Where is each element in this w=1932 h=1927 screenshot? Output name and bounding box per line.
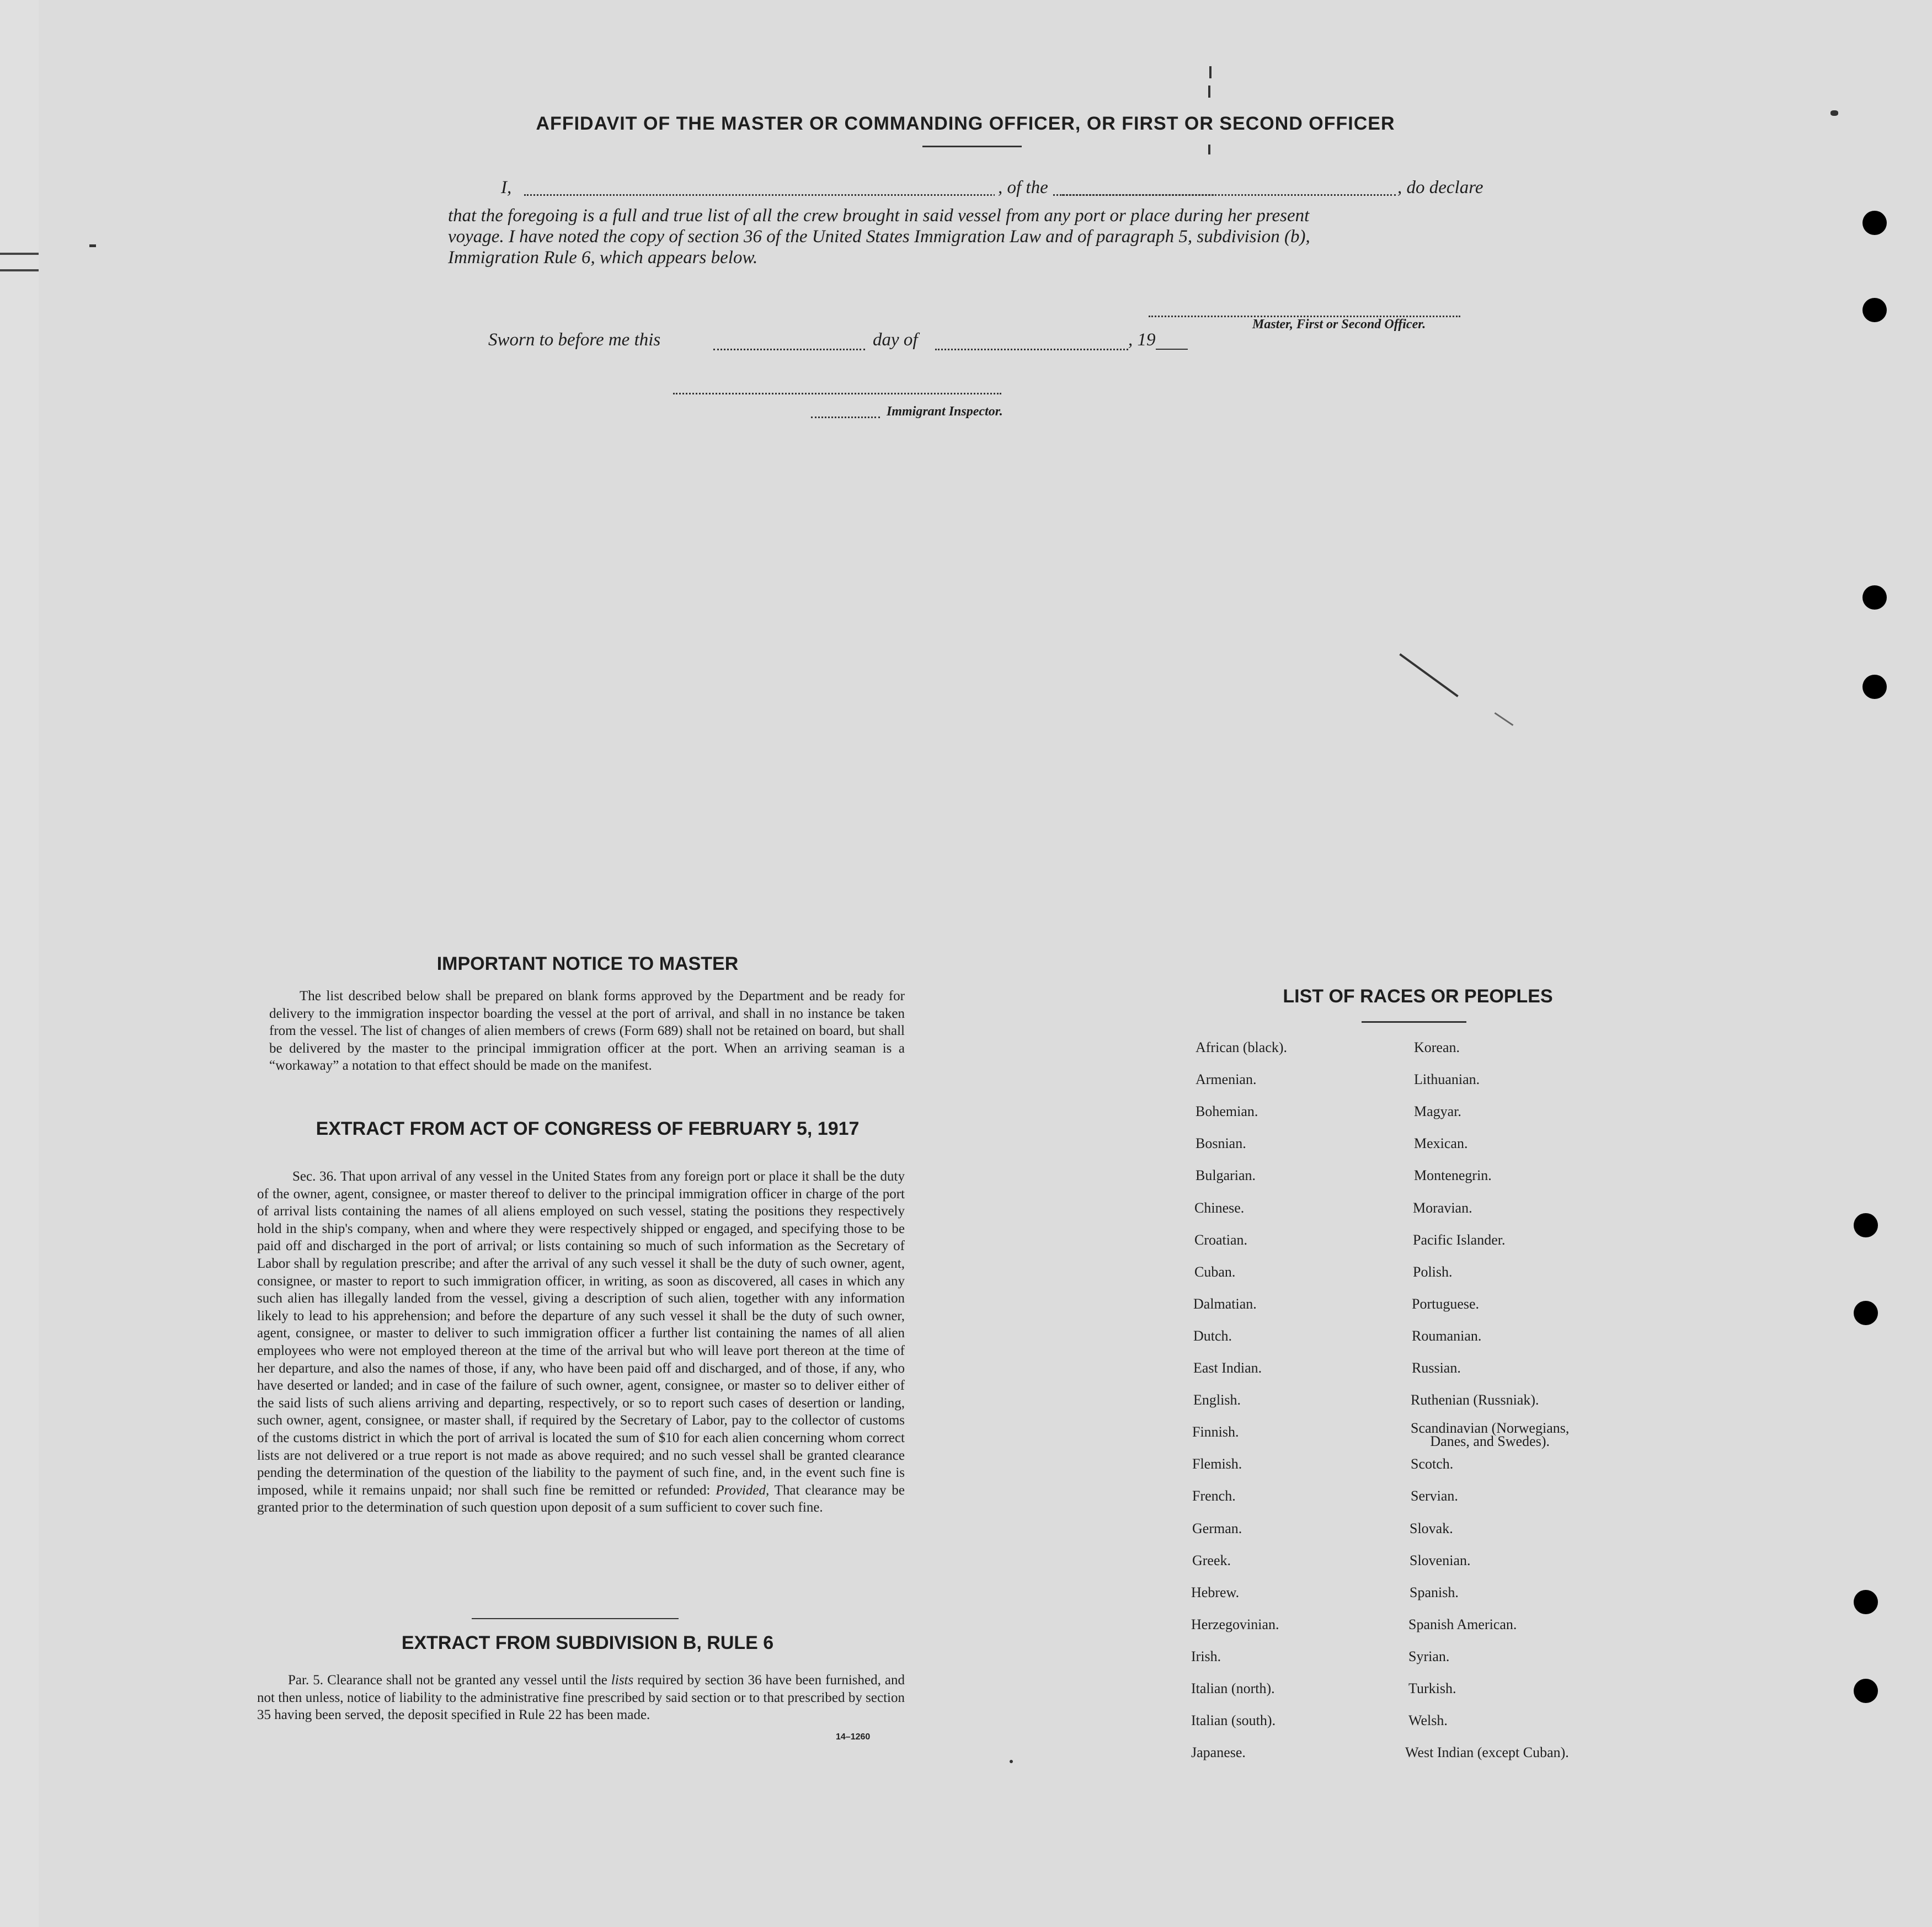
- binder-hole: [1854, 1301, 1878, 1325]
- signature-label: Master, First or Second Officer.: [1252, 317, 1426, 332]
- scan-mark: [1830, 110, 1838, 116]
- race-item: Russian.: [1412, 1360, 1461, 1376]
- race-item: Dalmatian.: [1193, 1296, 1257, 1312]
- year-blank[interactable]: [1156, 349, 1188, 350]
- race-item: East Indian.: [1193, 1360, 1262, 1376]
- race-item: Herzegovinian.: [1191, 1616, 1279, 1632]
- binder-hole: [1854, 1679, 1878, 1703]
- left-margin-edge: [0, 0, 40, 1927]
- race-item: Finnish.: [1192, 1424, 1239, 1440]
- race-item: Lithuanian.: [1414, 1071, 1480, 1087]
- affidavit-declaration-line: [441, 178, 1501, 203]
- races-rule: [1362, 1021, 1466, 1023]
- race-item: English.: [1193, 1392, 1241, 1408]
- race-item: Bulgarian.: [1196, 1167, 1256, 1183]
- race-item: Servian.: [1411, 1488, 1458, 1504]
- race-item: Polish.: [1413, 1264, 1453, 1280]
- margin-line: [0, 253, 39, 255]
- margin-line: [0, 269, 39, 271]
- race-item: Bosnian.: [1196, 1135, 1246, 1151]
- do-declare-label: , do declare: [1397, 178, 1483, 197]
- race-item: Welsh.: [1408, 1712, 1448, 1728]
- scan-mark: [89, 244, 96, 247]
- race-item: Italian (north).: [1191, 1680, 1275, 1696]
- of-the-label: , of the: [995, 178, 1052, 198]
- race-item: Magyar.: [1414, 1103, 1461, 1119]
- scan-mark: [1208, 86, 1210, 98]
- scan-mark: [1010, 1760, 1013, 1763]
- race-item: Scandinavian (Norwegians, Danes, and Swedes).: [1411, 1420, 1570, 1449]
- race-item: Turkish.: [1408, 1680, 1456, 1696]
- sworn-line: [488, 330, 1205, 355]
- race-item: Chinese.: [1194, 1200, 1245, 1216]
- extract-act-body: [257, 1168, 905, 1517]
- inspector-label: Immigrant Inspector.: [887, 404, 1003, 419]
- race-item: Spanish.: [1410, 1584, 1459, 1600]
- day-of-label: day of: [873, 330, 918, 350]
- race-item: Spanish American.: [1408, 1616, 1517, 1632]
- race-item: Flemish.: [1192, 1456, 1242, 1472]
- extract-act-text-1: That upon arrival of any vessel in the United States from any foreign port or place it shall be the duty of the owner, agent, consignee, or master thereof to deliver to the principal immigration officer in charge of the port of arrival lists containing the names of all aliens employed on such vessel, stating the positions they respectively hold in the ship's company, when and where they were respectively shipped or engaged, and specifying those to be paid off and discharged in the port of arrival; or lists containing so much of such information as the Secretary of Labor shall by regulation prescribe; and after the arrival of any such vessel it shall be the duty of such owner, agent, consignee, or master to report to such immigration officer, in writing, as soon as discovered, all cases in which any such alien has illegally landed from the vessel, giving a description of such alien, together with any information likely to lead to his apprehension; and before the departure of any such vessel it shall be the duty of such owner, agent, consignee, or master to deliver to such immigration officer a further list containing the names of all alien employees who were not employed thereon at the time of the arrival but who will leave port thereon at the time of her departure, and also the names of those, if any, who have been paid off and discharged, and of those, if any, who have deserted or landed; and in case of the failure of such owner, agent, consignee, or master so to deliver either of the said lists of such aliens arriving and departing, respectively, or so to report such cases of desertion or landing, such owner, agent, consignee, or master shall, if required by the Secretary of Labor, pay to the collector of customs of the customs district in which the port of arrival is located the sum of $10 for each alien concerning whom correct lists are not delivered or a true report is not made as above required; and no such vessel shall be granted clearance pending the determination of the question of the liability to the payment of such fine, and, in the event such fine is imposed, while it remains unpaid; nor shall such fine be remitted or refunded:: [257, 1169, 905, 1498]
- notice-body: The list described below shall be prepared on blank forms approved by the Department and be ready for delivery to the immigration inspector boarding the vessel at the port of arrival, and shall in no instance be taken from the vessel. The list of changes of alien members of crews (Form 689) shall not be retained on board, but shall be delivered by the master to the principal immigration officer at the port. When an arriving seaman is a “workaway” a notation to that effect should be made on the manifest.: [269, 989, 905, 1073]
- races-title: LIST OF RACES OR PEOPLES: [1283, 986, 1553, 1007]
- inspector-signature-line[interactable]: [673, 393, 1001, 394]
- notice-title: IMPORTANT NOTICE TO MASTER: [436, 953, 739, 974]
- provided-word: Provided,: [716, 1482, 770, 1498]
- race-item: Cuban.: [1194, 1264, 1236, 1280]
- binder-hole: [1862, 675, 1887, 699]
- scan-mark: [1208, 145, 1210, 154]
- sworn-month-blank[interactable]: [935, 349, 1128, 350]
- extract-rule-text-1: Par. 5. Clearance shall not be granted any vessel until the: [288, 1673, 607, 1688]
- race-item: Scotch.: [1411, 1456, 1454, 1472]
- race-item: Dutch.: [1193, 1328, 1232, 1344]
- race-item: Korean.: [1414, 1039, 1460, 1055]
- race-item: Roumanian.: [1412, 1328, 1482, 1344]
- scan-mark: [1209, 66, 1211, 78]
- race-item: Bohemian.: [1196, 1103, 1258, 1119]
- lists-word: lists: [611, 1673, 634, 1688]
- extract-rule-text-2: required by section 36 have been furnished, and not then unless, notice of liability to the administrative fine prescribed by said section or to that prescribed by section 35 having been served, the deposit specified in Rule 22 has been made.: [257, 1673, 905, 1723]
- binder-hole: [1862, 298, 1887, 322]
- binder-hole: [1854, 1590, 1878, 1614]
- race-item: Slovak.: [1410, 1520, 1453, 1536]
- extract-rule-body: [257, 1672, 905, 1724]
- race-item: Portuguese.: [1412, 1296, 1480, 1312]
- race-item: Ruthenian (Russniak).: [1411, 1392, 1539, 1408]
- affidavit-body: that the foregoing is a full and true list of all the crew brought in said vessel from any port or place during her present voyage. I have noted the copy of section 36 of the United States Immigration Law and of paragraph 5, subdivision (b), Immigration Rule 6, which appears below.: [448, 206, 1310, 268]
- form-number: 14–1260: [836, 1732, 871, 1742]
- race-item: Slovenian.: [1410, 1552, 1471, 1568]
- year-label: , 19: [1128, 330, 1156, 350]
- affidavit-title: AFFIDAVIT OF THE MASTER OR COMMANDING OFFICER, OR FIRST OR SECOND OFFICER: [536, 113, 1395, 134]
- race-item: African (black).: [1196, 1039, 1288, 1055]
- sworn-to-label: Sworn to before me this: [488, 330, 661, 350]
- extract-act-title: EXTRACT FROM ACT OF CONGRESS OF FEBRUARY 5, 1917: [316, 1118, 860, 1139]
- race-item: Hebrew.: [1191, 1584, 1240, 1600]
- extract-act-text-2: That clearance may be granted prior to the determination of such question upon deposit of a sum sufficient to cover such fine.: [257, 1482, 905, 1515]
- affidavit-i-label: I,: [501, 178, 512, 197]
- race-item: Pacific Islander.: [1413, 1232, 1506, 1248]
- race-item: Syrian.: [1408, 1648, 1450, 1664]
- race-item: French.: [1192, 1488, 1236, 1504]
- race-item: West Indian (except Cuban).: [1405, 1744, 1569, 1760]
- race-item: Montenegrin.: [1414, 1167, 1492, 1183]
- race-item: German.: [1192, 1520, 1242, 1536]
- inspector-dots: [811, 417, 880, 418]
- sworn-day-blank[interactable]: [713, 349, 865, 350]
- section-rule: [472, 1618, 679, 1619]
- title-rule: [922, 146, 1022, 147]
- race-item: Croatian.: [1194, 1232, 1248, 1248]
- race-item: Japanese.: [1191, 1744, 1246, 1760]
- vessel-blank[interactable]: [1062, 194, 1396, 196]
- sec-label: Sec. 36.: [292, 1169, 337, 1184]
- race-item: Mexican.: [1414, 1135, 1468, 1151]
- binder-hole: [1862, 211, 1887, 235]
- race-item: Irish.: [1191, 1648, 1221, 1664]
- binder-hole: [1854, 1213, 1878, 1237]
- race-item: Greek.: [1192, 1552, 1231, 1568]
- binder-hole: [1862, 585, 1887, 610]
- race-item: Armenian.: [1196, 1071, 1257, 1087]
- race-item: Moravian.: [1413, 1200, 1472, 1216]
- extract-rule-title: EXTRACT FROM SUBDIVISION B, RULE 6: [401, 1632, 774, 1653]
- race-item: Italian (south).: [1191, 1712, 1276, 1728]
